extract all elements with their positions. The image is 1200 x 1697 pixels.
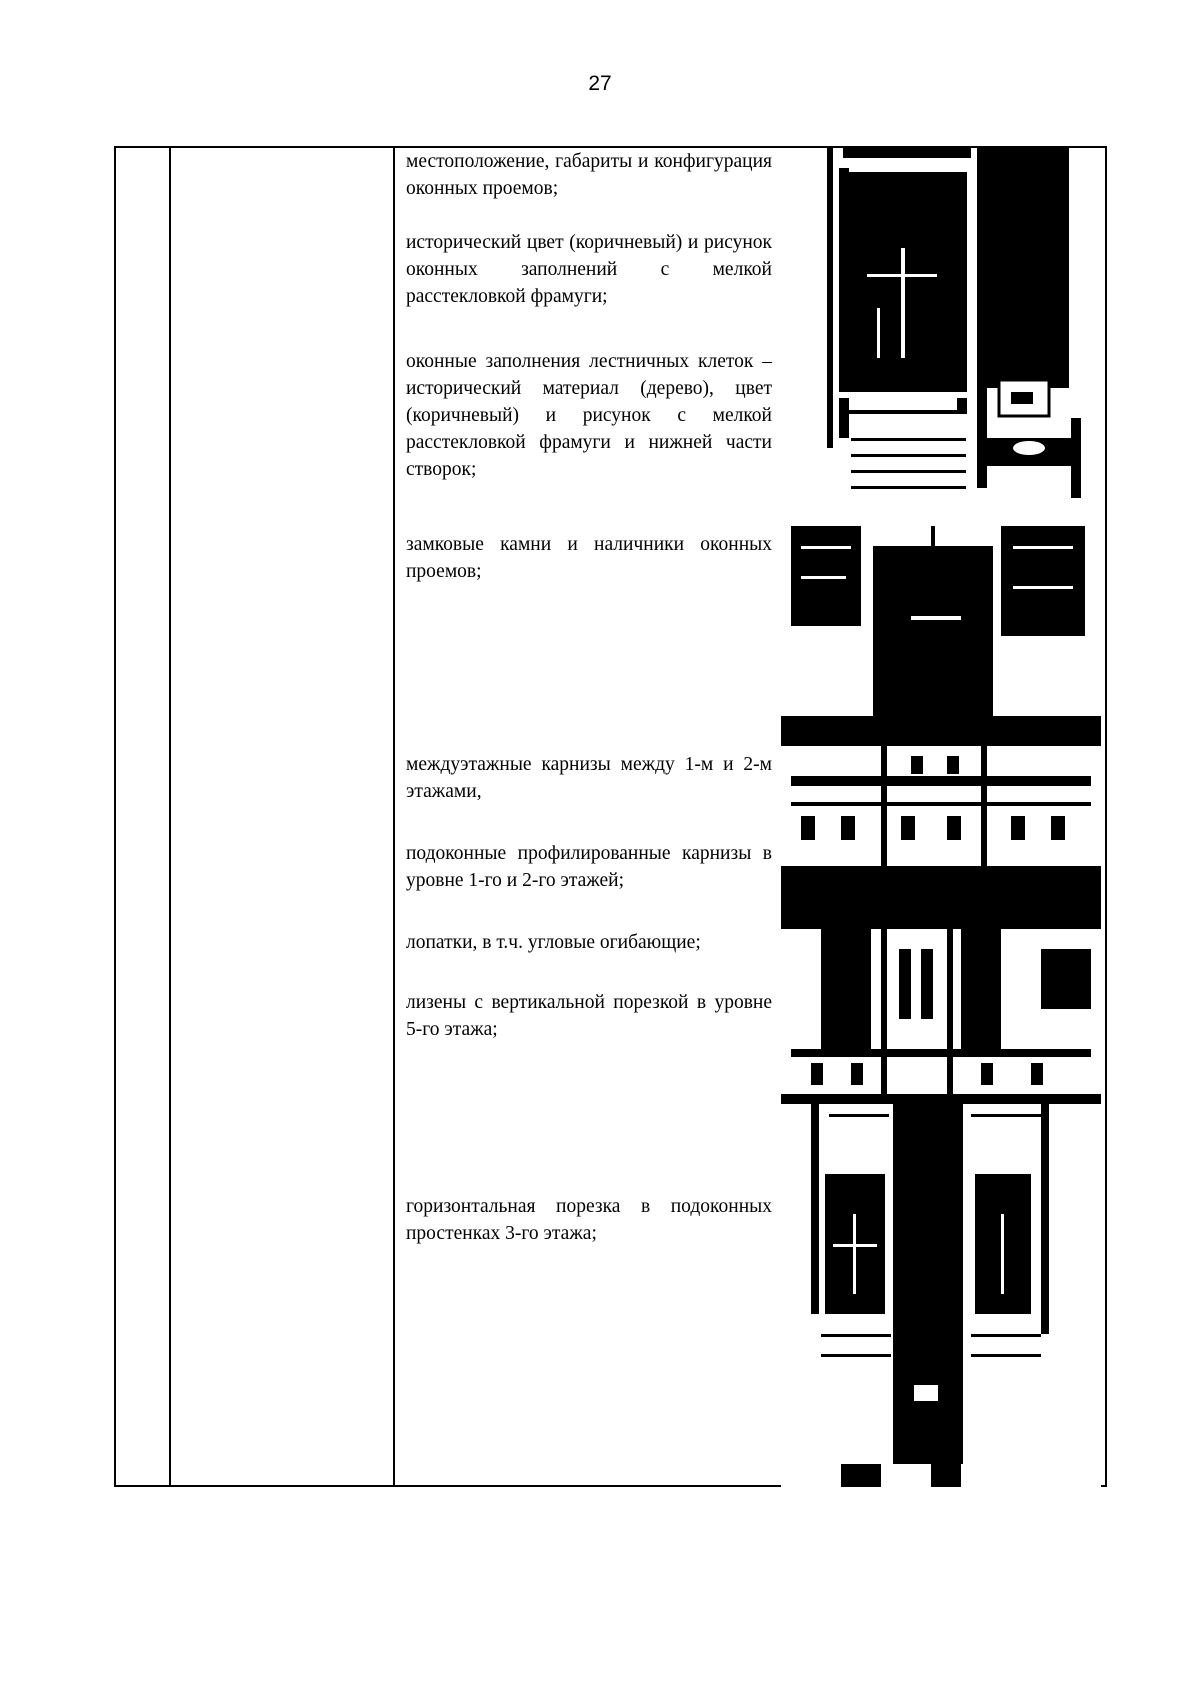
window-facade-photo <box>781 148 1101 526</box>
page-number: 27 <box>588 72 612 95</box>
list-item: оконные заполнения лестничных клеток – исторический материал (дерево), цвет (коричневый) и рисунок с мелкой расстекловкой фрамуги и нижней части створок; <box>406 351 772 480</box>
list-item: междуэтажные карнизы между 1-м и 2-м этажами, <box>406 754 772 802</box>
list-item: замковые камни и наличники оконных проемов; <box>406 534 772 582</box>
list-item: горизонтальная порезка в подоконных простенках 3-го этажа; <box>406 1196 772 1244</box>
lesene-facade-photo <box>781 909 1101 1094</box>
column-divider <box>169 148 171 1485</box>
list-item: подоконные профилированные карнизы в уровне 1-го и 2-го этажей; <box>406 843 772 891</box>
window-bay-photo <box>781 1094 1101 1487</box>
cornice-facade-photo <box>781 716 1101 909</box>
list-item: лопатки, в т.ч. угловые огибающие; <box>406 932 701 953</box>
list-item: лизены с вертикальной порезкой в уровне 5-го этажа; <box>406 992 772 1040</box>
list-item: исторический цвет (коричневый) и рисунок оконных заполнений с мелкой расстекловкой фрамуги; <box>406 232 772 307</box>
content-table <box>114 146 1107 1487</box>
window-keystone-photo <box>781 526 1101 716</box>
list-item: местоположение, габариты и конфигурация оконных проемов; <box>406 151 772 199</box>
column-divider <box>393 148 395 1485</box>
